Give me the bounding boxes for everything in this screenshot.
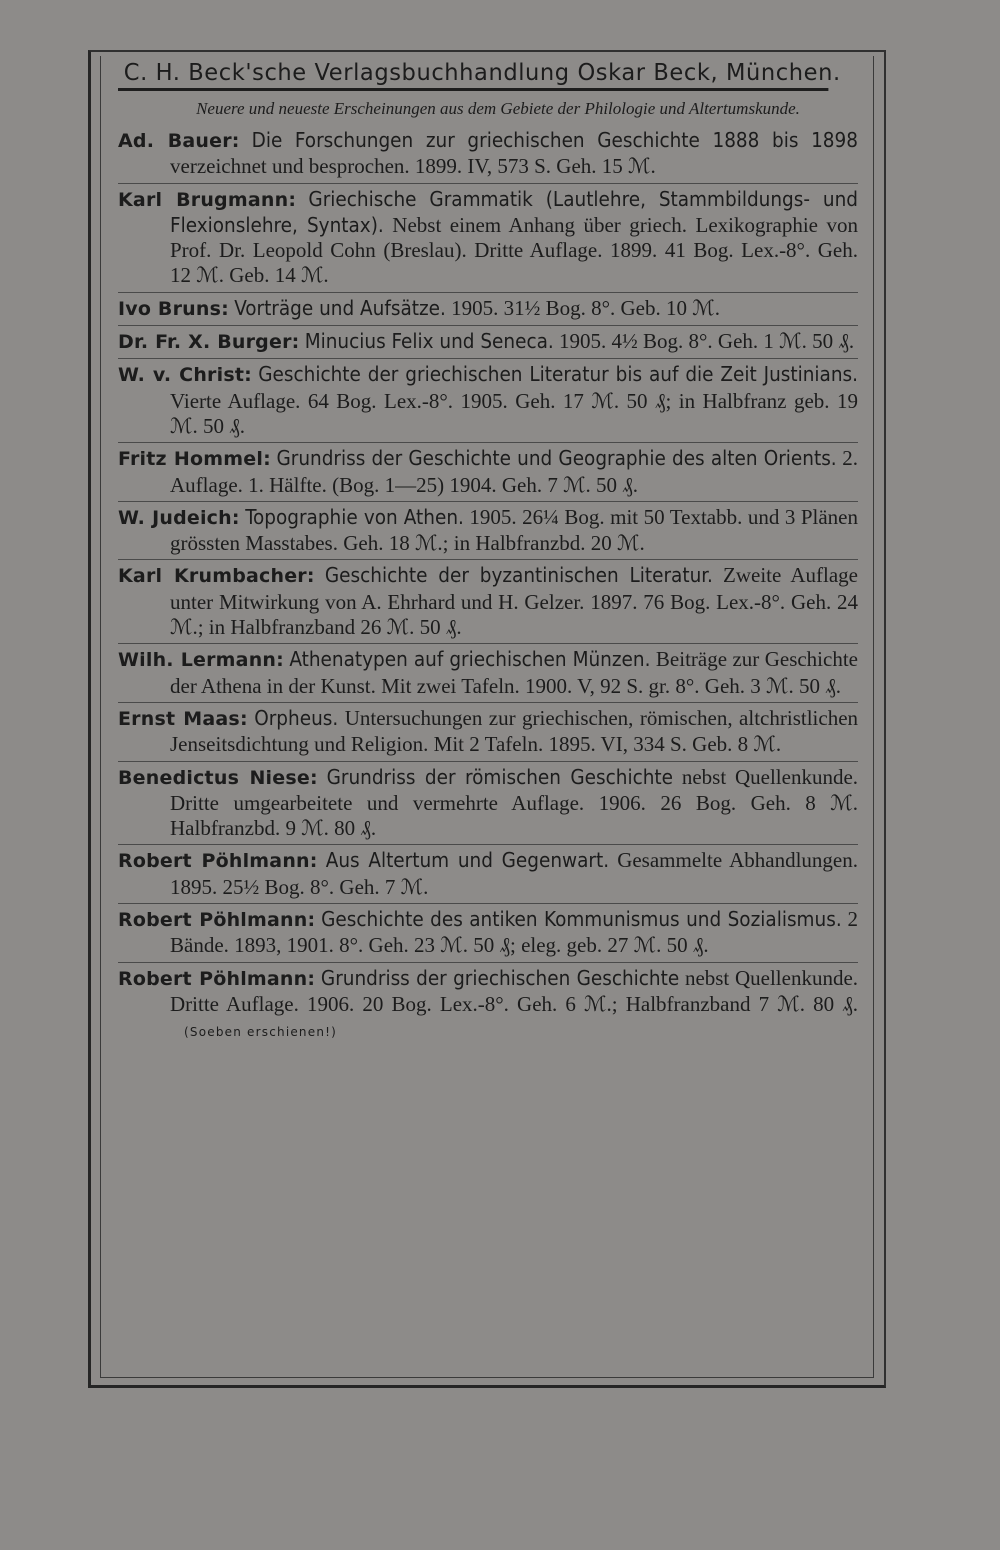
book-entry	[118, 446, 858, 502]
entry-details: 1905. 4½ Bog. 8°. Geh. 1 ℳ. 50 ₰.	[559, 329, 855, 354]
entry-title: Die Forschungen zur griechischen Geschichte 1888 bis 1898	[251, 128, 858, 152]
book-entry	[118, 187, 858, 293]
advertisement-page	[118, 58, 858, 1052]
book-list	[118, 128, 858, 1049]
entry-details: Gesammelte Abhandlungen. 1895. 25½ Bog. 8°. Geh. 7 ℳ.	[170, 848, 858, 899]
book-entry	[118, 907, 858, 963]
book-entry	[118, 296, 858, 326]
book-entry	[118, 765, 858, 846]
entry-details: 1905. 31½ Bog. 8°. Geb. 10 ℳ.	[451, 295, 720, 320]
entry-title: Athenatypen auf griechischen Münzen.	[289, 647, 651, 672]
book-entry	[118, 563, 858, 644]
entry-title: Griechische Grammatik (Lautlehre, Stammbildungs- und Flexionslehre, Syntax).	[170, 186, 859, 237]
entry-title: Grundriss der Geschichte und Geographie des alten Orients.	[276, 446, 837, 471]
entry-author: Karl Brugmann:	[118, 188, 297, 211]
book-entry	[118, 505, 858, 561]
book-entry	[118, 647, 858, 703]
book-entry	[118, 128, 858, 184]
entry-details: 1905. 26¼ Bog. mit 50 Textabb. und 3 Plänen grössten Masstabes. Geh. 18 ℳ.; in Halbfranzbd. 20 ℳ.	[170, 504, 858, 556]
entry-title: Orpheus.	[254, 705, 339, 730]
entry-author: Benedictus Niese:	[118, 766, 318, 789]
entry-title: Geschichte des antiken Kommunismus und Sozialismus.	[321, 907, 842, 932]
entry-author: W. v. Christ:	[118, 364, 252, 387]
entry-title: Vorträge und Aufsätze.	[234, 295, 446, 320]
entry-details: verzeichnet und besprochen. 1899. IV, 573 S. Geh. 15 ℳ.	[170, 154, 656, 179]
entry-title: Geschichte der griechischen Literatur bis auf die Zeit Justinians.	[258, 362, 859, 387]
entry-author: Ad. Bauer:	[118, 130, 240, 152]
book-entry	[118, 848, 858, 904]
new-release-note: (Soeben erschienen!)	[184, 1025, 338, 1040]
entry-author: Robert Pöhlmann:	[118, 909, 316, 932]
entry-author: Dr. Fr. X. Burger:	[118, 331, 300, 354]
entry-title: Minucius Felix und Seneca.	[304, 329, 554, 354]
publisher-heading: C. H. Beck'sche Verlagsbuchhandlung Oskar Beck, München.	[118, 58, 828, 91]
entry-author: W. Judeich:	[118, 506, 240, 529]
entry-author: Ernst Maas:	[118, 707, 248, 730]
entry-author: Fritz Hommel:	[118, 448, 271, 471]
book-entry	[118, 362, 858, 443]
entry-title: Aus Altertum und Gegenwart.	[325, 848, 610, 873]
entry-details: 2 Bände. 1893, 1901. 8°. Geh. 23 ℳ. 50 ₰; eleg. geb. 27 ℳ. 50 ₰.	[170, 907, 858, 958]
entry-author: Robert Pöhlmann:	[118, 850, 318, 873]
entry-author: Ivo Bruns:	[118, 297, 229, 320]
entry-details: nebst Quellenkunde. Dritte Auflage. 1906. 20 Bog. Lex.-8°. Geh. 6 ℳ.; Halbfranzband 7 ℳ. 80 ₰.	[170, 965, 859, 1016]
entry-details: Zweite Auflage unter Mitwirkung von A. Ehrhard und H. Gelzer. 1897. 76 Bog. Lex.-8°. Geh. 24 ℳ.; in Halbfranzband 26 ℳ. 50 ₰.	[170, 563, 858, 640]
entry-details: Untersuchungen zur griechischen, römischen, altchristlichen Jenseitsdichtung und Religion. Mit 2 Tafeln. 1895. VI, 334 S. Geb. 8 ℳ.	[170, 705, 859, 757]
entry-author: Wilh. Lermann:	[118, 649, 284, 672]
book-entry	[118, 706, 858, 762]
entry-title: Grundriss der griechischen Geschichte	[320, 965, 680, 990]
book-entry	[118, 329, 858, 359]
book-entry	[118, 966, 858, 1049]
entry-title: Topographie von Athen.	[245, 504, 464, 529]
entry-author: Robert Pöhlmann:	[118, 967, 316, 990]
entry-details: Beiträge zur Geschichte der Athena in der Kunst. Mit zwei Tafeln. 1900. V, 92 S. gr. 8°. Geh. 3 ℳ. 50 ₰.	[170, 647, 858, 698]
entry-details: nebst Quellenkunde. Dritte umgearbeitete und vermehrte Auflage. 1906. 26 Bog. Geh. 8 ℳ. Halbfranzbd. 9 ℳ. 80 ₰.	[170, 764, 859, 841]
entry-title: Grundriss der römischen Geschichte	[326, 764, 673, 789]
entry-details: 2. Auflage. 1. Hälfte. (Bog. 1—25) 1904. Geh. 7 ℳ. 50 ₰.	[170, 446, 858, 497]
entry-details: Vierte Auflage. 64 Bog. Lex.-8°. 1905. Geh. 17 ℳ. 50 ₰; in Halbfranz geb. 19 ℳ. 50 ₰.	[170, 388, 858, 438]
catalogue-subtitle: Neuere und neueste Erscheinungen aus dem Gebiete der Philologie und Altertumskunde.	[196, 99, 800, 118]
entry-title: Geschichte der byzantinischen Literatur.	[324, 563, 713, 588]
entry-details: Nebst einem Anhang über griech. Lexikographie von Prof. Dr. Leopold Cohn (Breslau). Dritte Auflage. 1899. 41 Bog. Lex.-8°. Geh. 12 ℳ. Geb. 14 ℳ.	[170, 212, 858, 288]
entry-author: Karl Krumbacher:	[118, 565, 315, 588]
